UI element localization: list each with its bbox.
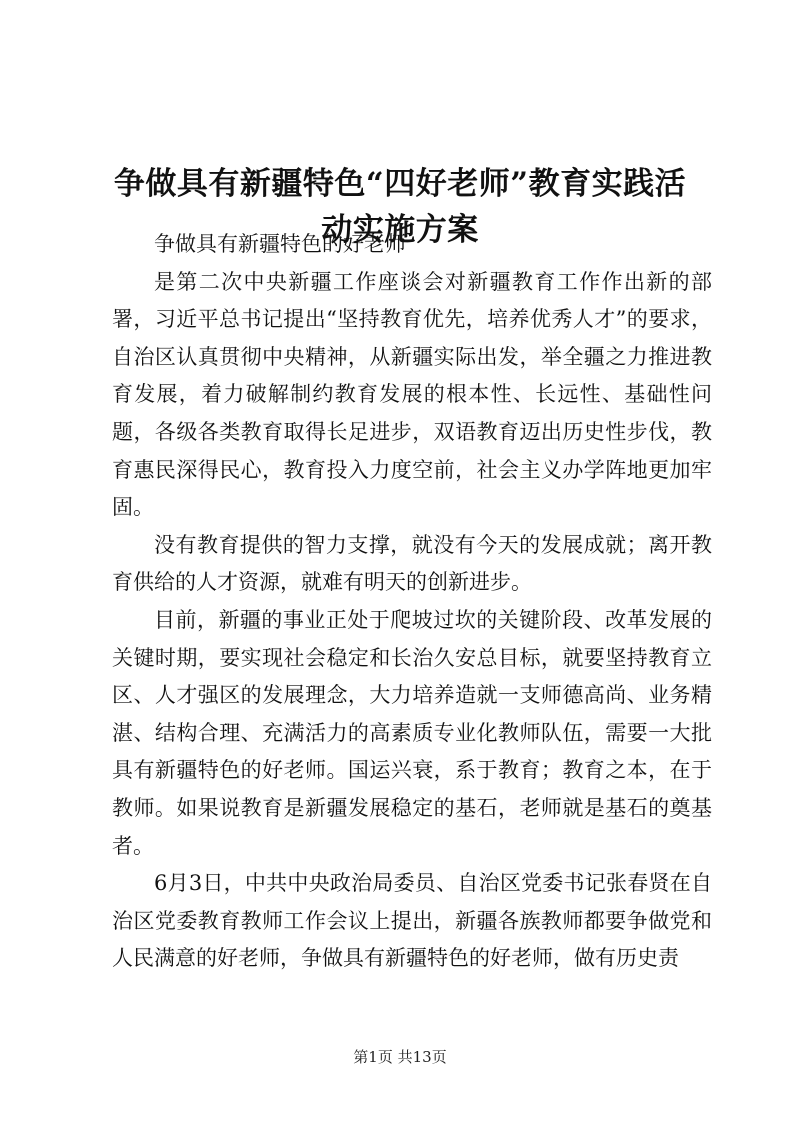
paragraph-subtitle: 争做具有新疆特色的好老师 bbox=[154, 232, 406, 256]
paragraph-3: 目前，新疆的事业正处于爬坡过坎的关键阶段、改革发展的关键时期，要实现社会稳定和长治久安总目标，就要坚持教育立区、人才强区的发展理念，大力培养造就一支师德高尚、业务精湛、结构合理、充满活力的高素质专业化教师队伍，需要一大批具有新疆特色的好老师。国运兴衰，系于教育；教育之本，在于教师。如果说教育是新疆发展稳定的基石，老师就是基石的奠基者。 bbox=[112, 607, 712, 858]
paragraph-2: 没有教育提供的智力支撑，就没有今天的发展成就；离开教育供给的人才资源，就难有明天的创新进步。 bbox=[112, 532, 712, 595]
page-number-footer: 第1页 共13页 bbox=[353, 1048, 447, 1066]
paragraph-4: 6月3日，中共中央政治局委员、自治区党委书记张春贤在自治区党委教育教师工作会议上提出，新疆各族教师都要争做党和人民满意的好老师，争做具有新疆特色的好老师，做有历史责 bbox=[112, 871, 712, 971]
document-body bbox=[112, 226, 712, 978]
document-title: 争做具有新疆特色“四好老师”教育实践活动实施方案 bbox=[113, 165, 687, 248]
paragraph-1: 是第二次中央新疆工作座谈会对新疆教育工作作出新的部署，习近平总书记提出“坚持教育优先，培养优秀人才”的要求，自治区认真贯彻中央精神，从新疆实际出发，举全疆之力推进教育发展，着力破解制约教育发展的根本性、长远性、基础性问题，各级各类教育取得长足进步，双语教育迈出历史性步伐，教育惠民深得民心，教育投入力度空前，社会主义办学阵地更加牢固。 bbox=[112, 269, 712, 520]
